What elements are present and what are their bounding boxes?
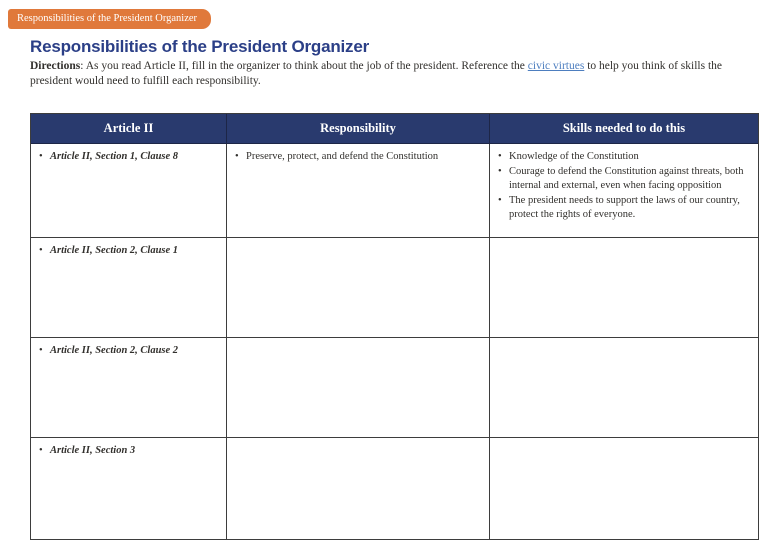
bullet-marker: • xyxy=(39,151,43,162)
article-cell xyxy=(31,338,227,438)
article-cell xyxy=(31,144,227,238)
bullet-text: Preserve, protect, and defend the Constitution xyxy=(246,151,439,162)
responsibility-cell xyxy=(227,438,490,539)
bullet-item xyxy=(38,344,220,359)
skills-cell xyxy=(490,338,758,438)
column-header: Skills needed to do this xyxy=(490,114,758,144)
responsibility-cell xyxy=(227,144,490,238)
bullet-item xyxy=(38,444,220,459)
bullet-item xyxy=(497,165,752,194)
column-header: Article II xyxy=(31,114,227,144)
organizer-table xyxy=(30,113,759,540)
bullet-text: Article II, Section 1, Clause 8 xyxy=(50,151,179,162)
document-tab xyxy=(8,9,211,29)
skills-cell xyxy=(490,438,758,539)
responsibility-cell xyxy=(227,238,490,338)
bullet-marker: • xyxy=(235,151,239,162)
bullet-marker: • xyxy=(39,245,43,256)
bullet-item xyxy=(497,150,752,165)
directions-text xyxy=(30,59,738,89)
bullet-marker: • xyxy=(498,194,502,206)
directions-post: to help you think of skills the president would need to fulfill each responsibility. xyxy=(30,60,722,87)
directions-pre: : As you read Article II, fill in the organizer to think about the job of the president. Reference the xyxy=(80,60,528,72)
bullet-item xyxy=(38,244,220,259)
bullet-text: The president needs to support the laws of our country, protect the rights of everyone. xyxy=(509,194,740,220)
column-header: Responsibility xyxy=(227,114,490,144)
skills-cell xyxy=(490,238,758,338)
article-cell xyxy=(31,438,227,539)
civic-virtues-link[interactable]: civic virtues xyxy=(527,60,585,72)
bullet-item xyxy=(38,150,220,165)
skills-cell xyxy=(490,144,758,238)
bullet-item xyxy=(497,194,752,223)
bullet-text: Courage to defend the Constitution against threats, both internal and external, even when facing opposition xyxy=(509,165,744,191)
page-title: Responsibilities of the President Organizer xyxy=(30,37,370,56)
directions-label: Directions xyxy=(30,60,81,72)
bullet-marker: • xyxy=(39,445,43,456)
bullet-text: Article II, Section 2, Clause 1 xyxy=(50,245,179,256)
document-tab-label: Responsibilities of the President Organizer xyxy=(17,13,198,24)
bullet-marker: • xyxy=(498,151,502,162)
bullet-marker: • xyxy=(39,345,43,356)
bullet-item xyxy=(234,150,483,165)
bullet-marker: • xyxy=(498,165,502,177)
article-cell xyxy=(31,238,227,338)
bullet-text: Knowledge of the Constitution xyxy=(509,151,639,162)
bullet-text: Article II, Section 2, Clause 2 xyxy=(50,345,179,356)
responsibility-cell xyxy=(227,338,490,438)
bullet-text: Article II, Section 3 xyxy=(50,445,136,456)
